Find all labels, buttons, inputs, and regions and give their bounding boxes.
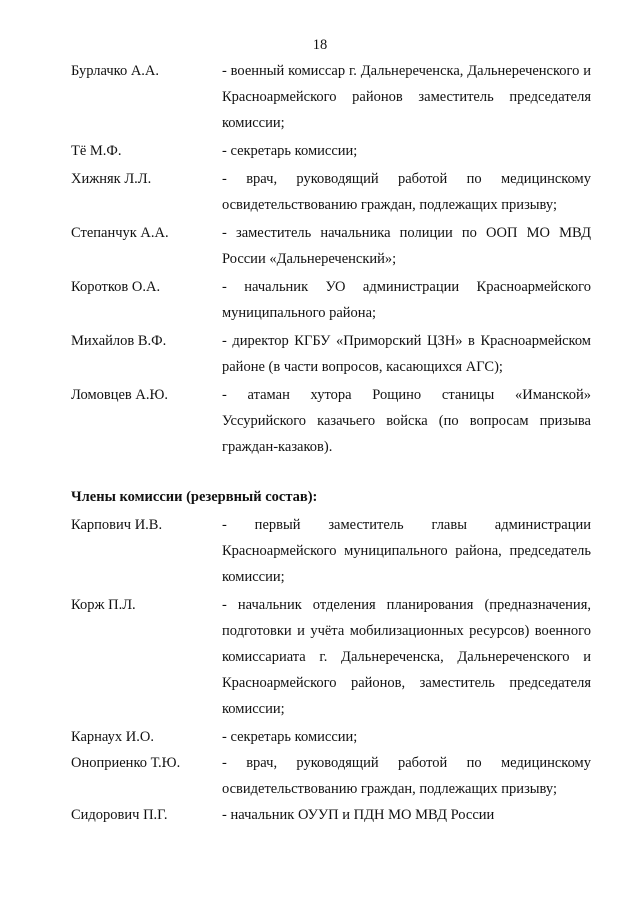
member-name: Карнаух И.О. [71,729,154,745]
reserve-member-entry [71,512,591,590]
member-role: - врач, руководящий работой по медицинскому освидетельствованию граждан, подлежащих призыву; [222,755,591,797]
member-role: - первый заместитель главы администрации Красноармейского муниципального района, председатель комиссии; [222,517,591,585]
member-name: Хижняк Л.Л. [71,171,152,187]
member-role: - врач, руководящий работой по медицинскому освидетельствованию граждан, подлежащих призыву; [222,171,591,213]
member-role: - начальник отделения планирования (предназначения, подготовки и учёта мобилизационных ресурсов) военного комиссариата г. Дальнереченска, Дальнереченского и Красноармейского районов, заместитель председателя комиссии; [222,597,591,717]
member-name: Корж П.Л. [71,597,136,613]
member-role: - директор КГБУ «Приморский ЦЗН» в Красноармейском районе (в части вопросов, касающихся АГС); [222,333,591,375]
member-entry [71,382,591,460]
member-role: - начальник ОУУП и ПДН МО МВД России [222,807,495,823]
page-number: 18 [312,37,328,53]
reserve-heading: Члены комиссии (резервный состав): [71,489,318,505]
member-entry [71,138,591,164]
member-name: Сидорович П.Г. [71,807,168,823]
member-name: Михайлов В.Ф. [71,333,167,349]
member-entry [71,220,591,272]
member-name: Бурлачко А.А. [71,63,160,79]
member-entry [71,58,591,136]
member-role: - атаман хутора Рощино станицы «Иманской» Уссурийского казачьего войска (по вопросам призыва граждан-казаков). [222,387,591,455]
member-name: Ломовцев А.Ю. [71,387,169,403]
member-role: - начальник УО администрации Красноармейского муниципального района; [222,279,591,321]
reserve-member-entry [71,750,591,802]
member-role: - заместитель начальника полиции по ООП МО МВД России «Дальнереченский»; [222,225,591,267]
member-role: - секретарь комиссии; [222,143,358,159]
reserve-member-entry [71,592,591,722]
member-name: Карпович И.В. [71,517,163,533]
member-entry [71,274,591,326]
document-body [71,58,591,828]
member-name: Коротков О.А. [71,279,161,295]
reserve-member-entry [71,802,591,828]
member-role: - военный комиссар г. Дальнереченска, Дальнереченского и Красноармейского районов заместитель председателя комиссии; [222,63,591,131]
reserve-member-entry [71,724,591,750]
member-name: Степанчук А.А. [71,225,169,241]
member-entry [71,166,591,218]
member-name: Оноприенко Т.Ю. [71,755,181,771]
member-role: - секретарь комиссии; [222,729,358,745]
member-entry [71,328,591,380]
member-name: Тё М.Ф. [71,143,122,159]
